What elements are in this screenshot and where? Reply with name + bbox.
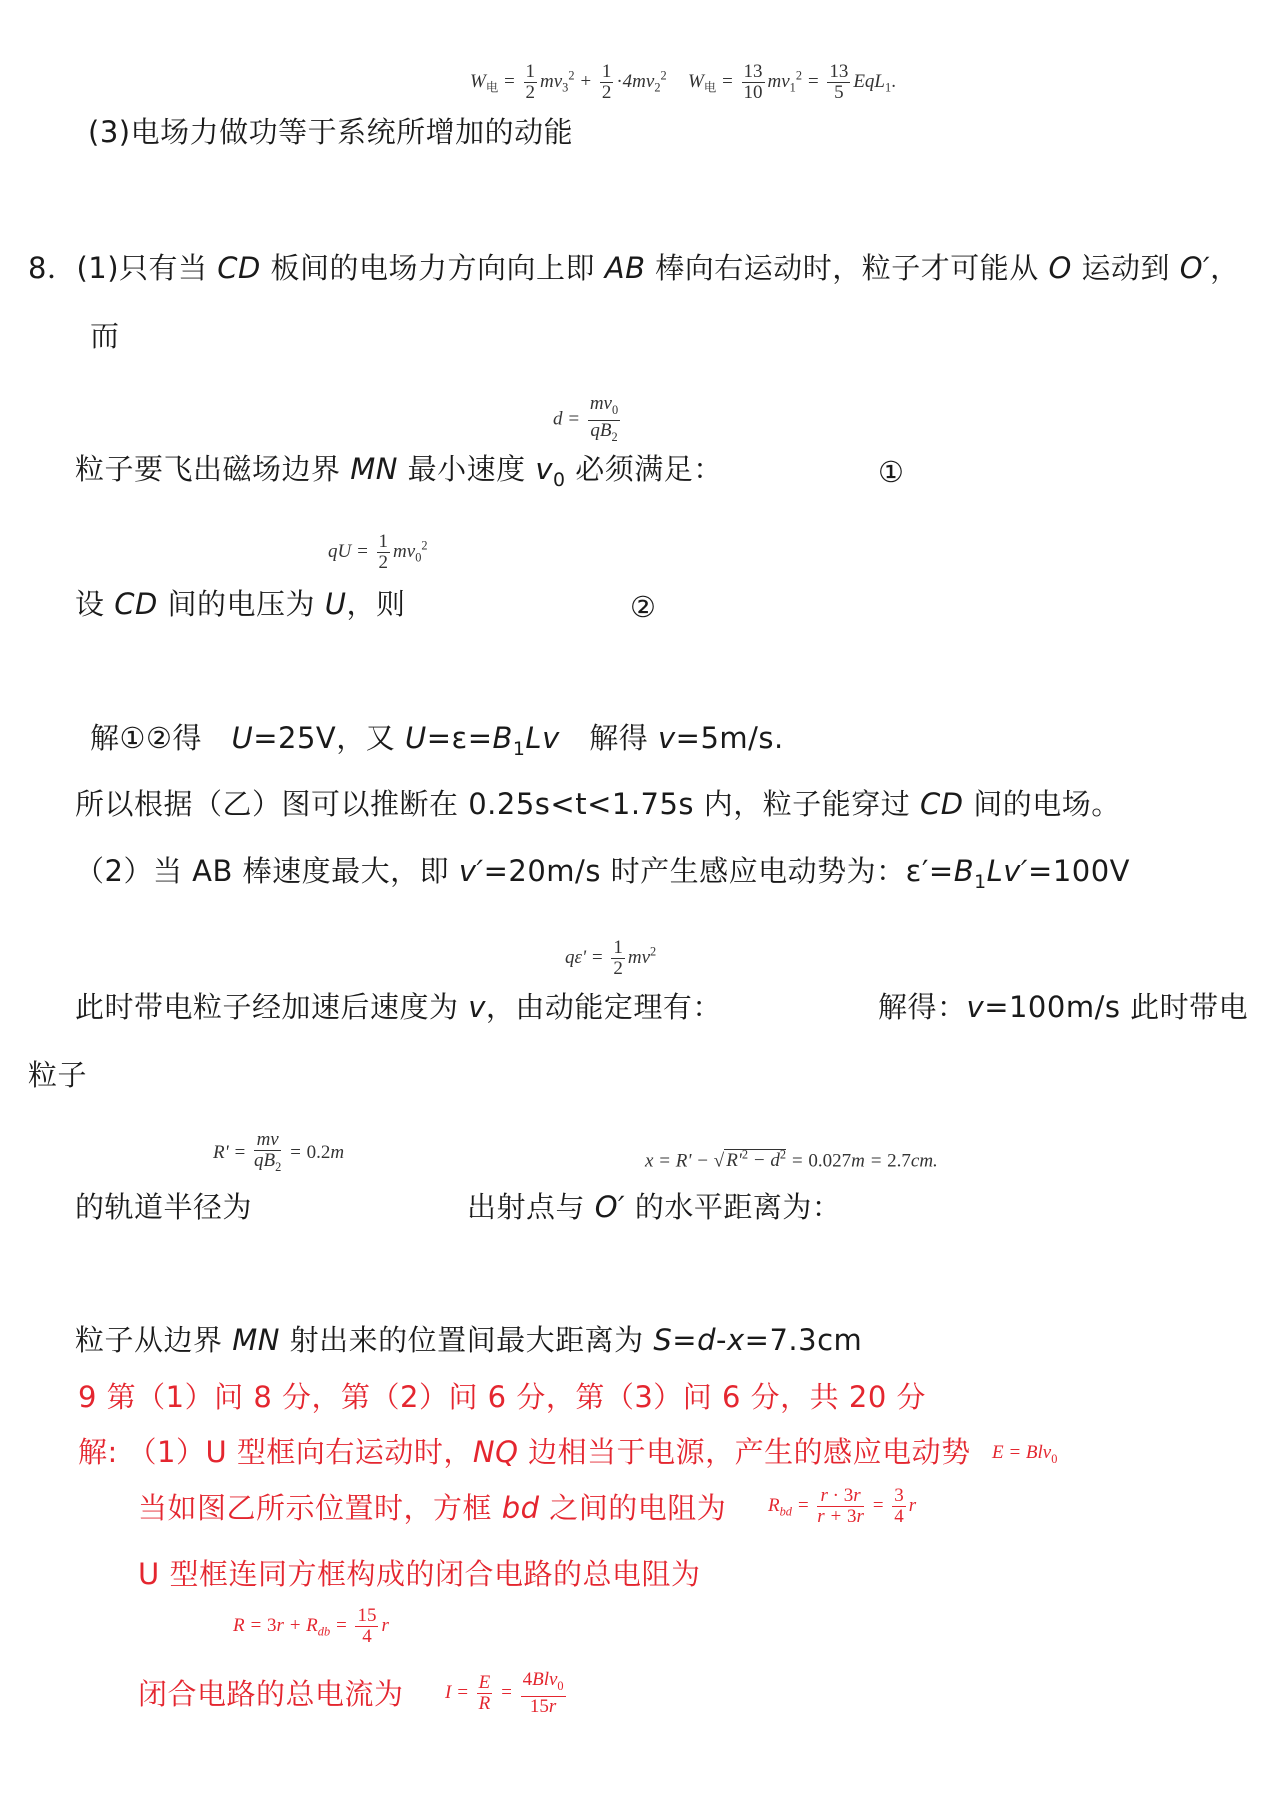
s8-line2: 而 [90, 319, 120, 353]
s8-line6: 所以根据（乙）图可以推断在 0.25s<t<1.75s 内，粒子能穿过 CD 间的电场。 [75, 787, 1121, 821]
s8-line9: 粒子 [28, 1058, 88, 1092]
s8-line10b: 出射点与 O′ 的水平距离为： [467, 1190, 842, 1224]
s9-line3: 当如图乙所示位置时，方框 bd 之间的电阻为 [138, 1491, 727, 1525]
formula-work-total: $W_电$ = $\frac{13}{10}$ $mv_1^2$ = $\frac{13}{5}$ EqL$_1$. [688, 61, 896, 103]
s9-scoring: 9 第（1）问 8 分，第（2）问 6 分，第（3）问 6 分，共 20 分 [78, 1380, 927, 1414]
formula-total-r: $R = 3r + R_{db}$ = $\frac{15}{4}$ r [233, 1605, 389, 1647]
equation-marker-2: ② [630, 590, 657, 624]
s9-line4: U 型框连同方框构成的闭合电路的总电阻为 [138, 1557, 701, 1591]
s8-line5: 解①②得 U=25V，又 $U=\varepsilon=B_1Lv$ 解得 v=5m/s. [90, 721, 784, 760]
formula-x: x = R' − √ $R'^2 - d^2 = 0.027m = 2.7cm$. [645, 1148, 938, 1172]
s8-line8a: 此时带电粒子经加速后速度为 v，由动能定理有： [75, 990, 722, 1024]
formula-work-sum: $W_电$ = $\frac{1}{2}$ $mv_3^2$ + $\frac{1}{2}$ $\cdot 4mv_2^2$ [470, 61, 667, 103]
formula-q-epsilon: qε' = $\frac{1}{2}$ $mv^2$ [565, 937, 657, 979]
s8-line1: 8．(1)只有当 CD 板间的电场力方向向上即 AB 棒向右运动时，粒子才可能从 O 运动到 O′， [28, 251, 1240, 285]
s8-line3: 粒子要飞出磁场边界 MN 最小速度 $v_0$ 必须满足： [75, 452, 723, 491]
equation-marker-1: ① [878, 455, 905, 489]
s8-line8b: 解得：v=100m/s 此时带电 [878, 990, 1249, 1024]
s8-line4: 设 CD 间的电压为 U，则 [75, 587, 406, 621]
formula-radius: R' = $\frac{mv}{qB_2}$ = 0.2m [213, 1129, 345, 1174]
formula-emf: E = Blv$_0$ [992, 1442, 1058, 1466]
s8-line10a: 的轨道半径为 [75, 1190, 253, 1224]
s7-conclusion: (3)电场力做功等于系统所增加的动能 [88, 115, 574, 149]
formula-qU: qU = $\frac{1}{2}$ $mv_0^2$ [328, 531, 428, 573]
s9-line2: 解: （1）U 型框向右运动时，NQ 边相当于电源，产生的感应电动势 [78, 1435, 971, 1469]
s8-line11: 粒子从边界 MN 射出来的位置间最大距离为 S=d-x=7.3cm [75, 1323, 863, 1357]
s8-line7: （2）当 AB 棒速度最大，即 v′=20m/s 时产生感应电动势为：$\varepsilon'=B_1Lv'=100V$ [75, 854, 1131, 893]
formula-d: d = $\frac{mv_0}{qB_2}$ [553, 393, 619, 444]
formula-rbd: $R_{bd}$ = $\frac{r \cdot 3r}{r + 3r}$ = $\frac{3}{4}$ r [768, 1485, 917, 1527]
s9-line5: 闭合电路的总电流为 [138, 1677, 404, 1711]
formula-current: I = $\frac{E}{R}$ = 4Blv$_0$ 15r [445, 1669, 564, 1717]
